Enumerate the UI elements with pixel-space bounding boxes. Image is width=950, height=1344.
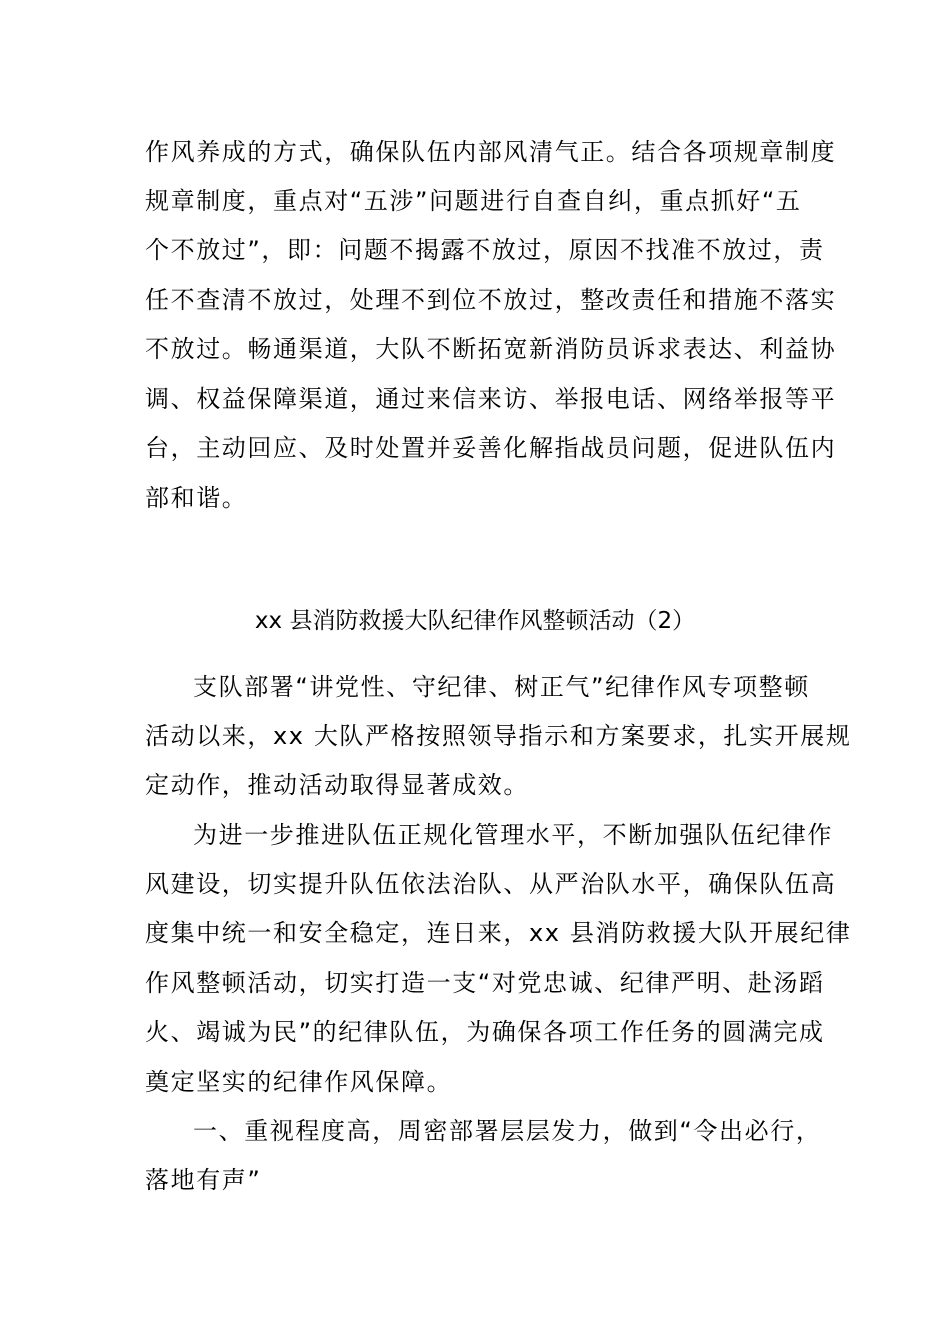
text-line: 支队部署“讲党性、守纪律、树正气”纪律作风专项整顿 bbox=[193, 673, 810, 701]
text-line: 规章制度，重点对“五涉”问题进行自查自纠，重点抓好“五 bbox=[145, 187, 802, 215]
text-line: 不放过。畅通渠道，大队不断拓宽新消防员诉求表达、利益协 bbox=[145, 335, 837, 363]
text-line: 作风整顿活动，切实打造一支“对党忠诚、纪律严明、赴汤蹈 bbox=[145, 969, 825, 997]
text-line: 任不查清不放过，处理不到位不放过，整改责任和措施不落实 bbox=[145, 286, 837, 314]
text-line: 调、权益保障渠道，通过来信来访、举报电话、网络举报等平 bbox=[145, 385, 837, 413]
text-line: 为进一步推进队伍正规化管理水平，不断加强队伍纪律作 bbox=[193, 821, 833, 849]
text-line: 落地有声” bbox=[145, 1166, 262, 1194]
text-line: 部和谐。 bbox=[145, 484, 248, 512]
text-line: 定动作，推动活动取得显著成效。 bbox=[145, 771, 529, 799]
text-line: 个不放过”，即：问题不揭露不放过，原因不找准不放过，责 bbox=[145, 236, 825, 264]
text-line: 奠定坚实的纪律作风保障。 bbox=[145, 1068, 453, 1096]
text-line: 台，主动回应、及时处置并妥善化解指战员问题，促进队伍内 bbox=[145, 434, 837, 462]
text-line: 一、重视程度高，周密部署层层发力，做到“令出必行， bbox=[193, 1117, 822, 1145]
text-line: 活动以来，xx 大队严格按照领导指示和方案要求，扎实开展规 bbox=[145, 722, 852, 750]
text-line: 火、竭诚为民”的纪律队伍，为确保各项工作任务的圆满完成 bbox=[145, 1018, 825, 1046]
section-title: xx 县消防救援大队纪律作风整顿活动（2） bbox=[254, 608, 696, 634]
text-line: 作风养成的方式，确保队伍内部风清气正。结合各项规章制度 bbox=[145, 138, 837, 166]
text-line: 度集中统一和安全稳定，连日来，xx 县消防救援大队开展纪律 bbox=[145, 919, 852, 947]
text-line: 风建设，切实提升队伍依法治队、从严治队水平，确保队伍高 bbox=[145, 870, 837, 898]
